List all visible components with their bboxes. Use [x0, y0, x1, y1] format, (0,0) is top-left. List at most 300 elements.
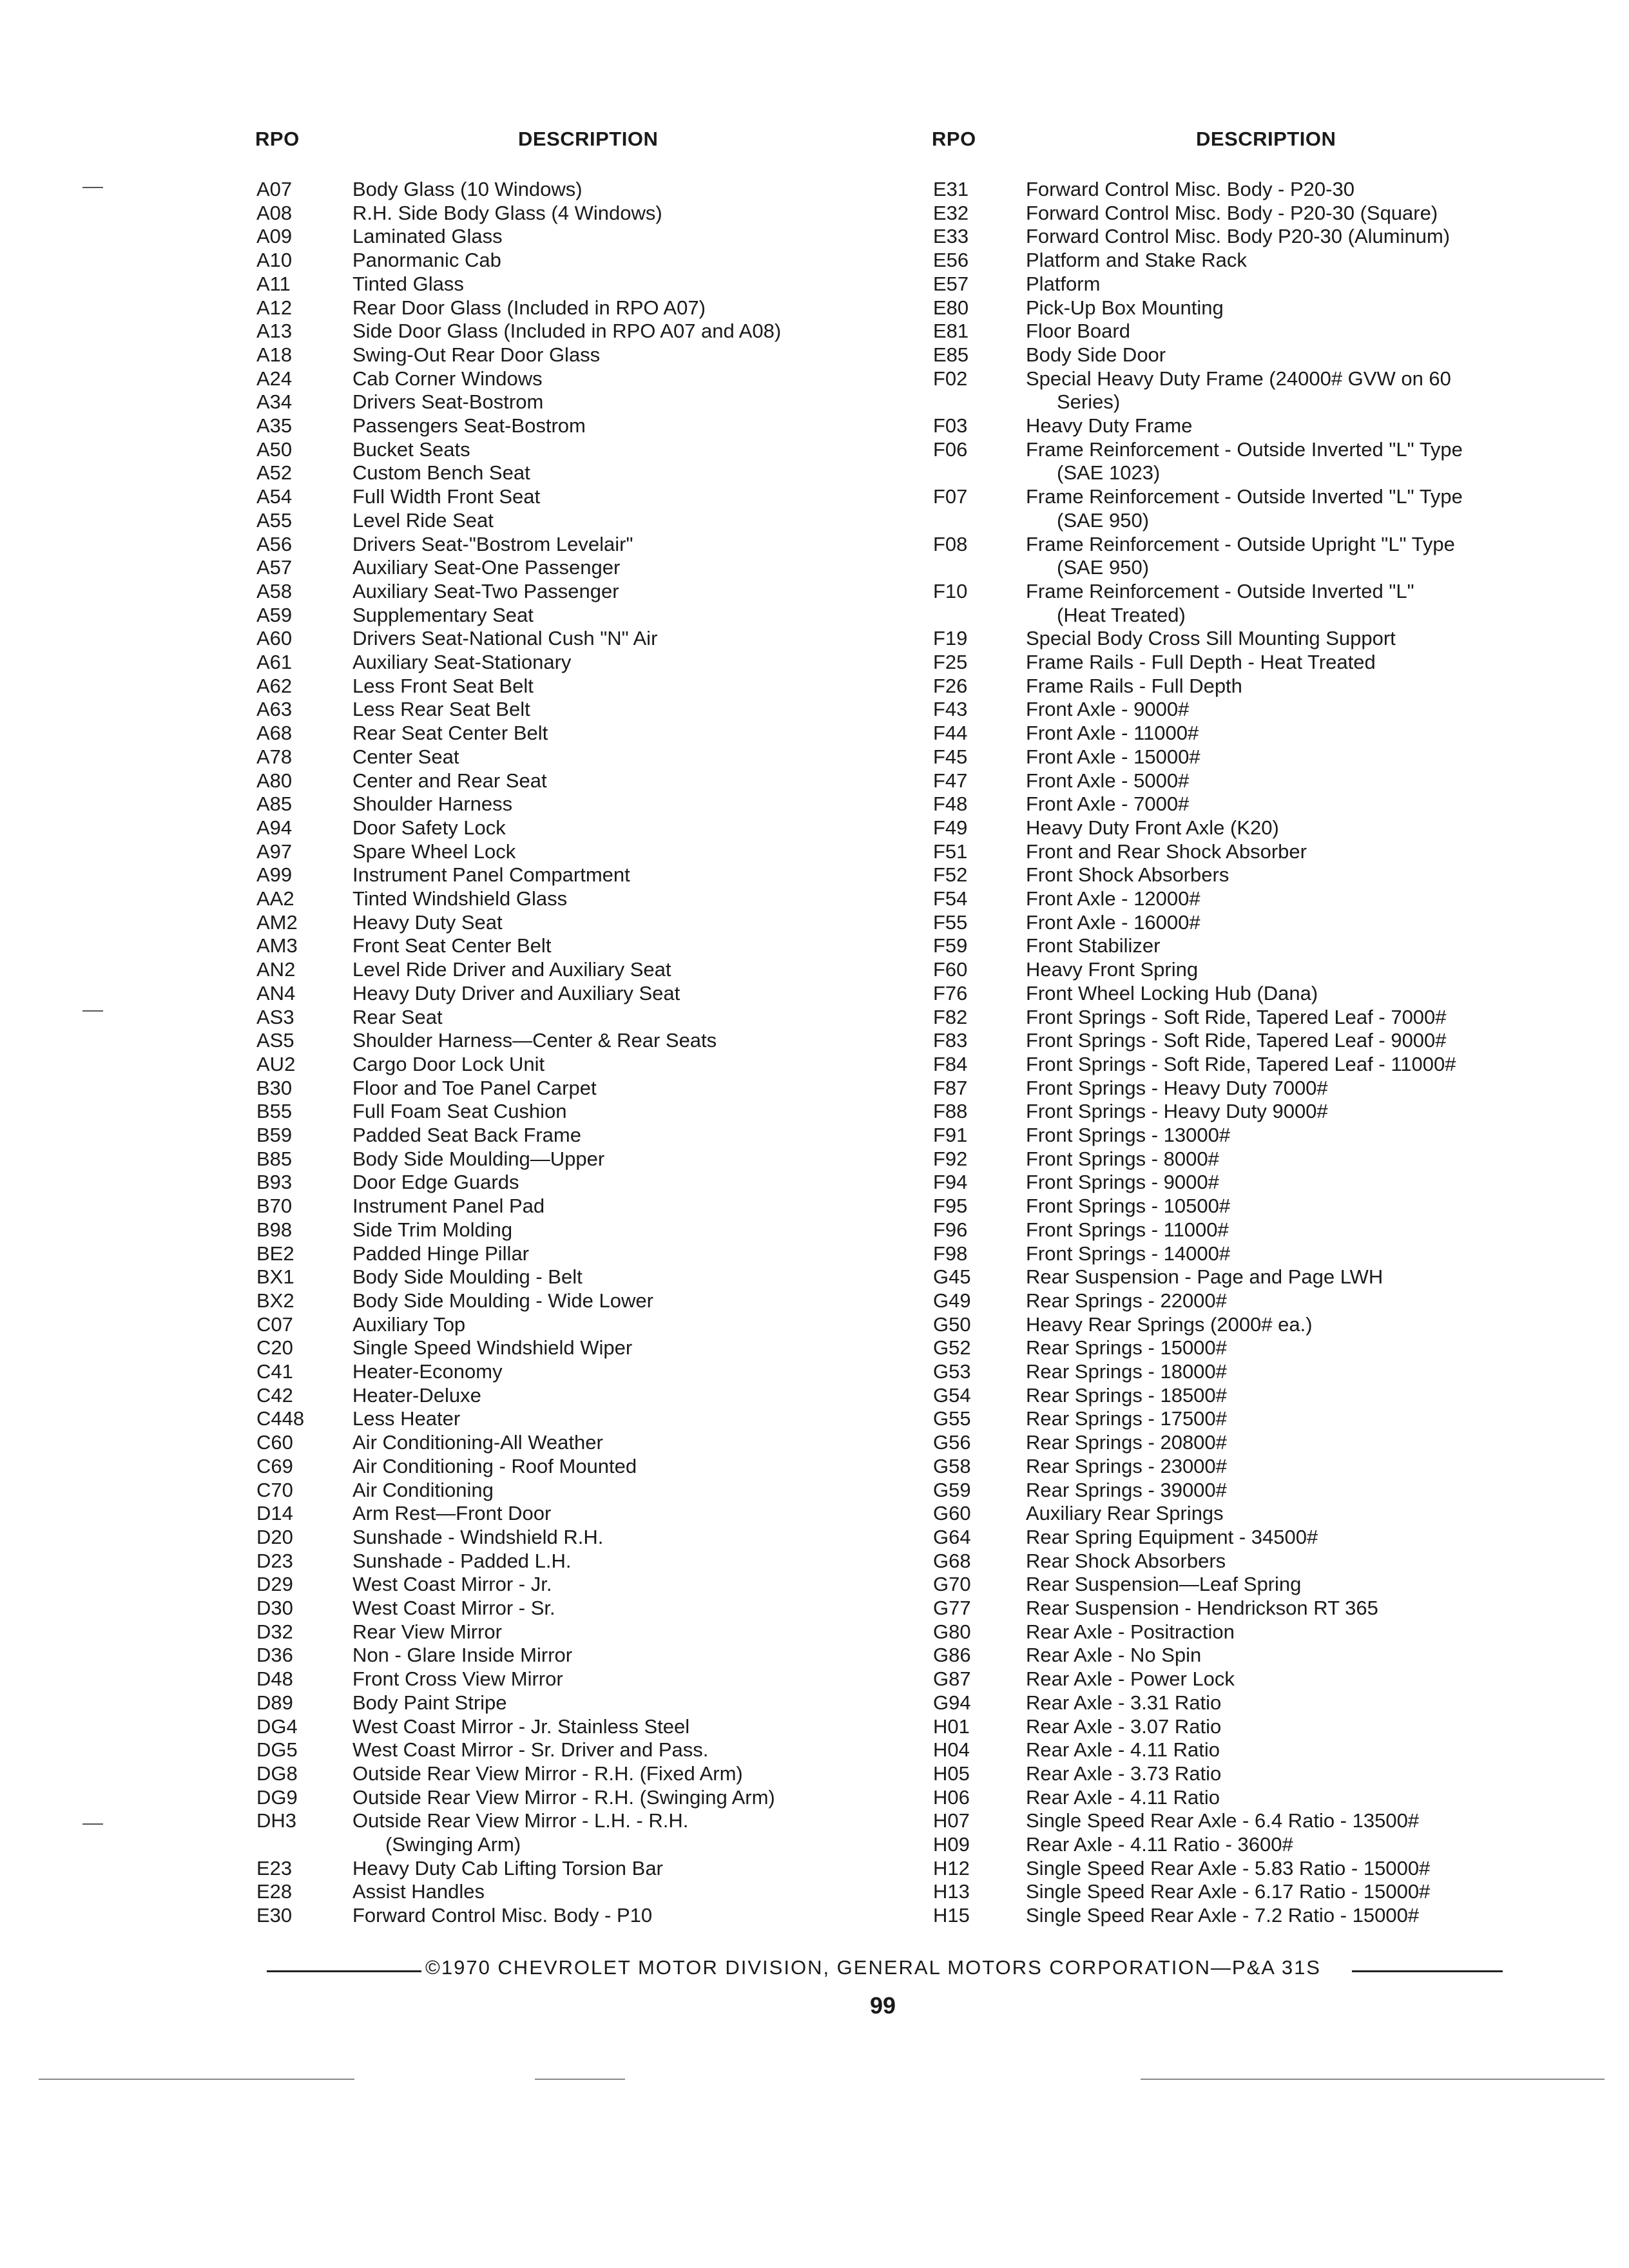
rpo-description: Rear Shock Absorbers [1026, 1549, 1226, 1572]
rpo-description: R.H. Side Body Glass (4 Windows) [352, 201, 662, 224]
rpo-description: Single Speed Rear Axle - 6.4 Ratio - 13500# [1026, 1809, 1420, 1832]
rpo-description: Front Springs - Soft Ride, Tapered Leaf - 11000# [1026, 1052, 1456, 1075]
rpo-code: A80 [256, 769, 293, 792]
rpo-code: F92 [933, 1147, 968, 1170]
rpo-code: E80 [933, 296, 969, 319]
rpo-description: Rear Axle - 3.31 Ratio [1026, 1691, 1222, 1714]
rpo-code: DG8 [256, 1762, 298, 1785]
rpo-code: A78 [256, 745, 293, 768]
rpo-description: West Coast Mirror - Jr. [352, 1573, 552, 1596]
rpo-code: F47 [933, 769, 968, 792]
rpo-code: F96 [933, 1218, 968, 1241]
rpo-description: Heavy Duty Frame [1026, 414, 1193, 437]
rpo-description: Forward Control Misc. Body - P10 [352, 1904, 653, 1927]
rpo-description: Front Springs - 9000# [1026, 1171, 1219, 1194]
rpo-code: AS5 [256, 1029, 294, 1052]
rpo-description: Rear Axle - 3.73 Ratio [1026, 1762, 1222, 1785]
rpo-description: Front Springs - 10500# [1026, 1195, 1231, 1218]
rpo-code: A61 [256, 651, 293, 673]
rpo-description: Heater-Deluxe [352, 1383, 481, 1407]
rpo-code: H06 [933, 1785, 970, 1809]
rpo-description: West Coast Mirror - Sr. [352, 1597, 555, 1619]
margin-mark [82, 187, 103, 188]
rpo-code: F49 [933, 816, 968, 839]
rpo-code: A60 [256, 627, 293, 650]
rpo-code: B93 [256, 1171, 293, 1194]
rpo-description: Auxiliary Seat-Stationary [352, 651, 572, 673]
rpo-code: A94 [256, 816, 293, 839]
rpo-code: A99 [256, 863, 293, 887]
rpo-code: G87 [933, 1667, 971, 1691]
rpo-description: Heavy Duty Seat [352, 910, 503, 934]
rpo-code: F88 [933, 1100, 968, 1123]
rpo-code: F95 [933, 1195, 968, 1218]
rpo-description: Frame Reinforcement - Outside Inverted "L" Type [1026, 437, 1463, 461]
rpo-code: AM2 [256, 910, 298, 934]
rpo-description: Front Springs - 13000# [1026, 1124, 1231, 1146]
rpo-code: A57 [256, 556, 293, 579]
rpo-description: Frame Reinforcement - Outside Inverted "L" Type [1026, 485, 1463, 508]
rpo-code: A07 [256, 178, 293, 200]
rpo-code: F82 [933, 1005, 968, 1028]
rpo-code: G54 [933, 1383, 971, 1407]
rpo-description: Rear Axle - Power Lock [1026, 1667, 1235, 1691]
rpo-code: BX1 [256, 1265, 294, 1289]
rpo-description: Level Ride Seat [352, 508, 494, 532]
rpo-code: E32 [933, 201, 969, 224]
header-description-right: DESCRIPTION [1196, 128, 1336, 150]
rpo-code: G53 [933, 1360, 971, 1383]
rpo-description: Body Paint Stripe [352, 1691, 507, 1714]
rpo-code: G60 [933, 1502, 971, 1525]
rpo-description: Front Wheel Locking Hub (Dana) [1026, 981, 1318, 1004]
rpo-code: H09 [933, 1833, 970, 1856]
rpo-code: G55 [933, 1407, 971, 1430]
rpo-code: AN4 [256, 981, 296, 1004]
rpo-code: D23 [256, 1549, 293, 1572]
rpo-code: F84 [933, 1052, 968, 1075]
rpo-code: DG4 [256, 1715, 298, 1738]
rpo-code: C60 [256, 1431, 293, 1454]
rpo-description: Rear Axle - Positraction [1026, 1620, 1235, 1643]
rpo-code: G52 [933, 1336, 971, 1360]
rpo-code: A10 [256, 249, 293, 272]
rpo-description: Rear Spring Equipment - 34500# [1026, 1525, 1318, 1548]
rpo-description: Rear Axle - 4.11 Ratio [1026, 1738, 1220, 1762]
rpo-code: AM3 [256, 934, 298, 957]
rpo-code: D89 [256, 1691, 293, 1714]
rpo-description: Tinted Glass [352, 272, 464, 295]
page-number: 99 [870, 1992, 896, 2019]
rpo-code: B30 [256, 1076, 293, 1099]
rpo-description: Front Springs - 11000# [1026, 1218, 1229, 1241]
rpo-code: E56 [933, 249, 969, 272]
rpo-description: Outside Rear View Mirror - R.H. (Swinging Arm) [352, 1785, 775, 1809]
rpo-description: Rear Axle - 4.11 Ratio - 3600# [1026, 1833, 1293, 1856]
footer-rule-left [267, 1970, 421, 1972]
rpo-code: E31 [933, 178, 969, 200]
rpo-code: E57 [933, 272, 969, 295]
rpo-code: F51 [933, 840, 968, 863]
rpo-code: G49 [933, 1289, 971, 1312]
rpo-description: Rear Suspension—Leaf Spring [1026, 1573, 1302, 1596]
rpo-description: Single Speed Windshield Wiper [352, 1336, 633, 1360]
rpo-description: Platform [1026, 272, 1101, 295]
rpo-description: Rear Axle - No Spin [1026, 1644, 1202, 1667]
rpo-description: Front Axle - 5000# [1026, 769, 1190, 792]
rpo-description: Padded Seat Back Frame [352, 1124, 581, 1146]
rpo-description: Full Foam Seat Cushion [352, 1100, 567, 1123]
rpo-code: AA2 [256, 887, 294, 910]
rpo-code: D29 [256, 1573, 293, 1596]
rpo-description: Supplementary Seat [352, 603, 534, 626]
rpo-description: Less Front Seat Belt [352, 674, 534, 697]
rpo-description: Assist Handles [352, 1880, 485, 1903]
rpo-code: F60 [933, 958, 968, 981]
rpo-description: Auxiliary Rear Springs [1026, 1502, 1224, 1525]
rpo-description: Center and Rear Seat [352, 769, 547, 792]
rpo-description: Front Springs - Heavy Duty 7000# [1026, 1076, 1328, 1099]
rpo-description: Heavy Duty Cab Lifting Torsion Bar [352, 1856, 663, 1879]
rpo-code: F03 [933, 414, 968, 437]
header-rpo-left: RPO [255, 128, 300, 150]
rpo-description: Front Axle - 15000# [1026, 745, 1200, 768]
rpo-description: Frame Reinforcement - Outside Inverted "L" [1026, 579, 1414, 602]
rpo-code: F19 [933, 627, 968, 650]
rpo-description: Front Cross View Mirror [352, 1667, 563, 1691]
rpo-code: F02 [933, 367, 968, 390]
rpo-description: Rear Door Glass (Included in RPO A07) [352, 296, 706, 319]
rpo-description: Rear Springs - 15000# [1026, 1336, 1227, 1360]
rpo-code: DG9 [256, 1785, 298, 1809]
rpo-description: Door Safety Lock [352, 816, 506, 839]
rpo-description: Air Conditioning - Roof Mounted [352, 1454, 637, 1477]
rpo-code: H01 [933, 1715, 970, 1738]
rpo-code: F59 [933, 934, 968, 957]
rpo-code: E28 [256, 1880, 293, 1903]
rpo-code: A52 [256, 461, 293, 485]
rpo-code: A85 [256, 793, 293, 816]
rpo-code: C20 [256, 1336, 293, 1360]
rpo-description: Outside Rear View Mirror - L.H. - R.H. [352, 1809, 689, 1832]
rpo-code: H13 [933, 1880, 970, 1903]
rpo-description: Floor Board [1026, 320, 1130, 343]
scan-rule [39, 2079, 354, 2080]
rpo-description: Side Trim Molding [352, 1218, 513, 1241]
rpo-description: Heavy Rear Springs (2000# ea.) [1026, 1312, 1313, 1336]
rpo-description: Passengers Seat-Bostrom [352, 414, 586, 437]
rpo-code: G68 [933, 1549, 971, 1572]
rpo-code: F08 [933, 532, 968, 555]
rpo-description: Rear Seat [352, 1005, 443, 1028]
rpo-code: AN2 [256, 958, 296, 981]
margin-mark [82, 1010, 103, 1012]
rpo-description: West Coast Mirror - Sr. Driver and Pass. [352, 1738, 709, 1762]
rpo-description: Front Springs - Heavy Duty 9000# [1026, 1100, 1328, 1123]
rpo-code: A55 [256, 508, 293, 532]
rpo-description: Single Speed Rear Axle - 6.17 Ratio - 15000# [1026, 1880, 1431, 1903]
rpo-description: Front Springs - Soft Ride, Tapered Leaf - 7000# [1026, 1005, 1447, 1028]
rpo-description: Rear Suspension - Hendrickson RT 365 [1026, 1597, 1378, 1619]
rpo-description-continued: (Swinging Arm) [385, 1832, 521, 1856]
rpo-code: F45 [933, 745, 968, 768]
rpo-description: Shoulder Harness [352, 793, 513, 816]
rpo-description: Heavy Duty Front Axle (K20) [1026, 816, 1279, 839]
rpo-description: Body Glass (10 Windows) [352, 178, 583, 200]
rpo-code: A11 [256, 272, 291, 295]
rpo-description: Side Door Glass (Included in RPO A07 and A08) [352, 320, 782, 343]
rpo-code: A35 [256, 414, 293, 437]
rpo-code: C69 [256, 1454, 293, 1477]
rpo-code: DH3 [256, 1809, 297, 1832]
rpo-description: Instrument Panel Pad [352, 1195, 545, 1218]
rpo-description: Front Axle - 9000# [1026, 698, 1190, 721]
rpo-description: Body Side Moulding - Belt [352, 1265, 583, 1289]
rpo-description: Laminated Glass [352, 225, 503, 248]
rpo-description: Front Springs - 14000# [1026, 1242, 1231, 1265]
rpo-code: A24 [256, 367, 293, 390]
rpo-description: Front Springs - Soft Ride, Tapered Leaf - 9000# [1026, 1029, 1447, 1052]
rpo-code: A08 [256, 201, 293, 224]
rpo-description: Panormanic Cab [352, 249, 501, 272]
rpo-code: AU2 [256, 1052, 296, 1075]
rpo-code: A13 [256, 320, 293, 343]
rpo-code: F06 [933, 437, 968, 461]
rpo-code: F55 [933, 910, 968, 934]
rpo-description: Front Axle - 16000# [1026, 910, 1200, 934]
rpo-description: Body Side Door [1026, 343, 1166, 366]
rpo-description: Sunshade - Windshield R.H. [352, 1525, 604, 1548]
rpo-description: Full Width Front Seat [352, 485, 541, 508]
rpo-description: Frame Reinforcement - Outside Upright "L" Type [1026, 532, 1455, 555]
rpo-code: G94 [933, 1691, 971, 1714]
rpo-code: C42 [256, 1383, 293, 1407]
rpo-code: A12 [256, 296, 293, 319]
rpo-code: H07 [933, 1809, 970, 1832]
header-rpo-right: RPO [932, 128, 976, 150]
rpo-code: F25 [933, 651, 968, 673]
rpo-description-continued: (SAE 1023) [1057, 461, 1161, 485]
rpo-code: E33 [933, 225, 969, 248]
rpo-description: Rear Axle - 3.07 Ratio [1026, 1715, 1222, 1738]
rpo-description: Rear Springs - 20800# [1026, 1431, 1227, 1454]
rpo-description: Air Conditioning [352, 1478, 494, 1501]
rpo-description: Heavy Front Spring [1026, 958, 1199, 981]
rpo-code: A18 [256, 343, 293, 366]
rpo-description: Sunshade - Padded L.H. [352, 1549, 572, 1572]
rpo-description: Drivers Seat-National Cush "N" Air [352, 627, 658, 650]
rpo-description: Spare Wheel Lock [352, 840, 516, 863]
rpo-description: Body Side Moulding—Upper [352, 1147, 605, 1170]
rpo-code: F87 [933, 1076, 968, 1099]
rpo-code: F54 [933, 887, 968, 910]
rpo-description: Front Seat Center Belt [352, 934, 552, 957]
rpo-description: Less Heater [352, 1407, 461, 1430]
rpo-code: F10 [933, 579, 968, 602]
rpo-description: Rear Springs - 39000# [1026, 1478, 1227, 1501]
rpo-code: B70 [256, 1195, 293, 1218]
rpo-code: A97 [256, 840, 293, 863]
rpo-code: AS3 [256, 1005, 294, 1028]
rpo-code: C448 [256, 1407, 305, 1430]
rpo-code: A59 [256, 603, 293, 626]
rpo-code: A50 [256, 437, 293, 461]
rpo-code: C70 [256, 1478, 293, 1501]
rpo-code: G58 [933, 1454, 971, 1477]
rpo-description: Heavy Duty Driver and Auxiliary Seat [352, 981, 680, 1004]
rpo-code: H05 [933, 1762, 970, 1785]
rpo-code: G80 [933, 1620, 971, 1643]
rpo-description-continued: Series) [1057, 390, 1121, 414]
rpo-code: B85 [256, 1147, 293, 1170]
rpo-description: Forward Control Misc. Body P20-30 (Aluminum) [1026, 225, 1451, 248]
rpo-description: Non - Glare Inside Mirror [352, 1644, 573, 1667]
rpo-description: Rear Axle - 4.11 Ratio [1026, 1785, 1220, 1809]
rpo-description: Front Axle - 12000# [1026, 887, 1200, 910]
rpo-description: Rear Springs - 18500# [1026, 1383, 1227, 1407]
rpo-description: Drivers Seat-Bostrom [352, 390, 544, 414]
rpo-code: E85 [933, 343, 969, 366]
footer-rule-right [1352, 1970, 1503, 1972]
rpo-code: A54 [256, 485, 293, 508]
rpo-code: A58 [256, 579, 293, 602]
rpo-description: Outside Rear View Mirror - R.H. (Fixed Arm) [352, 1762, 743, 1785]
rpo-description: Auxiliary Seat-Two Passenger [352, 579, 619, 602]
rpo-code: B59 [256, 1124, 293, 1146]
rpo-description-continued: (SAE 950) [1057, 556, 1150, 579]
rpo-description: Forward Control Misc. Body - P20-30 (Square) [1026, 201, 1438, 224]
rpo-description: Pick-Up Box Mounting [1026, 296, 1224, 319]
rpo-code: D48 [256, 1667, 293, 1691]
rpo-description: Instrument Panel Compartment [352, 863, 630, 887]
rpo-code: A63 [256, 698, 293, 721]
rpo-description: Front Axle - 11000# [1026, 722, 1199, 745]
rpo-description: Single Speed Rear Axle - 5.83 Ratio - 15000# [1026, 1856, 1431, 1879]
rpo-code: G50 [933, 1312, 971, 1336]
rpo-description: Front Springs - 8000# [1026, 1147, 1219, 1170]
rpo-code: E23 [256, 1856, 293, 1879]
rpo-description: Shoulder Harness—Center & Rear Seats [352, 1029, 717, 1052]
copyright-footer: ©1970 CHEVROLET MOTOR DIVISION, GENERAL MOTORS CORPORATION—P&A 31S [425, 1956, 1321, 1979]
rpo-description: Tinted Windshield Glass [352, 887, 568, 910]
rpo-description: Air Conditioning-All Weather [352, 1431, 603, 1454]
rpo-code: D14 [256, 1502, 293, 1525]
rpo-description: West Coast Mirror - Jr. Stainless Steel [352, 1715, 690, 1738]
rpo-description: Less Rear Seat Belt [352, 698, 530, 721]
header-description-left: DESCRIPTION [518, 128, 659, 150]
rpo-code: C41 [256, 1360, 293, 1383]
rpo-description: Auxiliary Top [352, 1312, 466, 1336]
rpo-code: F52 [933, 863, 968, 887]
rpo-description: Rear Springs - 18000# [1026, 1360, 1227, 1383]
rpo-code: F44 [933, 722, 968, 745]
rpo-description: Rear View Mirror [352, 1620, 502, 1643]
rpo-description: Rear Seat Center Belt [352, 722, 548, 745]
rpo-description: Center Seat [352, 745, 459, 768]
rpo-code: BE2 [256, 1242, 294, 1265]
rpo-code: BX2 [256, 1289, 294, 1312]
rpo-description: Arm Rest—Front Door [352, 1502, 552, 1525]
rpo-code: G59 [933, 1478, 971, 1501]
rpo-code: G56 [933, 1431, 971, 1454]
rpo-code: D36 [256, 1644, 293, 1667]
rpo-code: F07 [933, 485, 968, 508]
rpo-code: B98 [256, 1218, 293, 1241]
rpo-code: E81 [933, 320, 969, 343]
rpo-code: F94 [933, 1171, 968, 1194]
rpo-code: G70 [933, 1573, 971, 1596]
rpo-description: Drivers Seat-"Bostrom Levelair" [352, 532, 633, 555]
rpo-description: Body Side Moulding - Wide Lower [352, 1289, 653, 1312]
rpo-description: Rear Suspension - Page and Page LWH [1026, 1265, 1383, 1289]
rpo-code: F98 [933, 1242, 968, 1265]
rpo-code: F43 [933, 698, 968, 721]
margin-mark [82, 1823, 103, 1825]
rpo-code: G77 [933, 1597, 971, 1619]
rpo-code: D30 [256, 1597, 293, 1619]
rpo-description: Cargo Door Lock Unit [352, 1052, 545, 1075]
rpo-code: F83 [933, 1029, 968, 1052]
rpo-code: G45 [933, 1265, 971, 1289]
rpo-description: Special Heavy Duty Frame (24000# GVW on 60 [1026, 367, 1451, 390]
rpo-code: H12 [933, 1856, 970, 1879]
rpo-description: Floor and Toe Panel Carpet [352, 1076, 597, 1099]
rpo-description: Special Body Cross Sill Mounting Support [1026, 627, 1396, 650]
rpo-code: D20 [256, 1525, 293, 1548]
rpo-code: F76 [933, 981, 968, 1004]
rpo-code: A56 [256, 532, 293, 555]
rpo-description: Frame Rails - Full Depth [1026, 674, 1242, 697]
rpo-description-continued: (Heat Treated) [1057, 603, 1186, 626]
rpo-code: F91 [933, 1124, 968, 1146]
rpo-description: Rear Springs - 23000# [1026, 1454, 1227, 1477]
rpo-code: H04 [933, 1738, 970, 1762]
rpo-description: Front Axle - 7000# [1026, 793, 1190, 816]
rpo-code: DG5 [256, 1738, 298, 1762]
rpo-code: D32 [256, 1620, 293, 1643]
rpo-description: Custom Bench Seat [352, 461, 530, 485]
rpo-description: Front Shock Absorbers [1026, 863, 1229, 887]
rpo-description: Rear Springs - 22000# [1026, 1289, 1227, 1312]
rpo-description: Padded Hinge Pillar [352, 1242, 530, 1265]
rpo-code: A09 [256, 225, 293, 248]
rpo-code: G64 [933, 1525, 971, 1548]
rpo-description: Auxiliary Seat-One Passenger [352, 556, 621, 579]
rpo-description: Level Ride Driver and Auxiliary Seat [352, 958, 671, 981]
scan-rule [1141, 2079, 1605, 2080]
rpo-code: E30 [256, 1904, 293, 1927]
rpo-description: Platform and Stake Rack [1026, 249, 1247, 272]
rpo-code: F26 [933, 674, 968, 697]
rpo-description: Single Speed Rear Axle - 7.2 Ratio - 15000# [1026, 1904, 1420, 1927]
rpo-code: C07 [256, 1312, 293, 1336]
rpo-description-continued: (SAE 950) [1057, 508, 1150, 532]
rpo-code: A62 [256, 674, 293, 697]
rpo-description: Heater-Economy [352, 1360, 503, 1383]
rpo-description: Door Edge Guards [352, 1171, 519, 1194]
scan-rule [535, 2079, 625, 2080]
rpo-description: Front Stabilizer [1026, 934, 1161, 957]
rpo-code: B55 [256, 1100, 293, 1123]
rpo-description: Frame Rails - Full Depth - Heat Treated [1026, 651, 1376, 673]
rpo-description: Cab Corner Windows [352, 367, 543, 390]
rpo-description: Forward Control Misc. Body - P20-30 [1026, 178, 1354, 200]
rpo-description: Front and Rear Shock Absorber [1026, 840, 1307, 863]
rpo-code: G86 [933, 1644, 971, 1667]
rpo-description: Swing-Out Rear Door Glass [352, 343, 601, 366]
rpo-code: A68 [256, 722, 293, 745]
rpo-description: Bucket Seats [352, 437, 470, 461]
